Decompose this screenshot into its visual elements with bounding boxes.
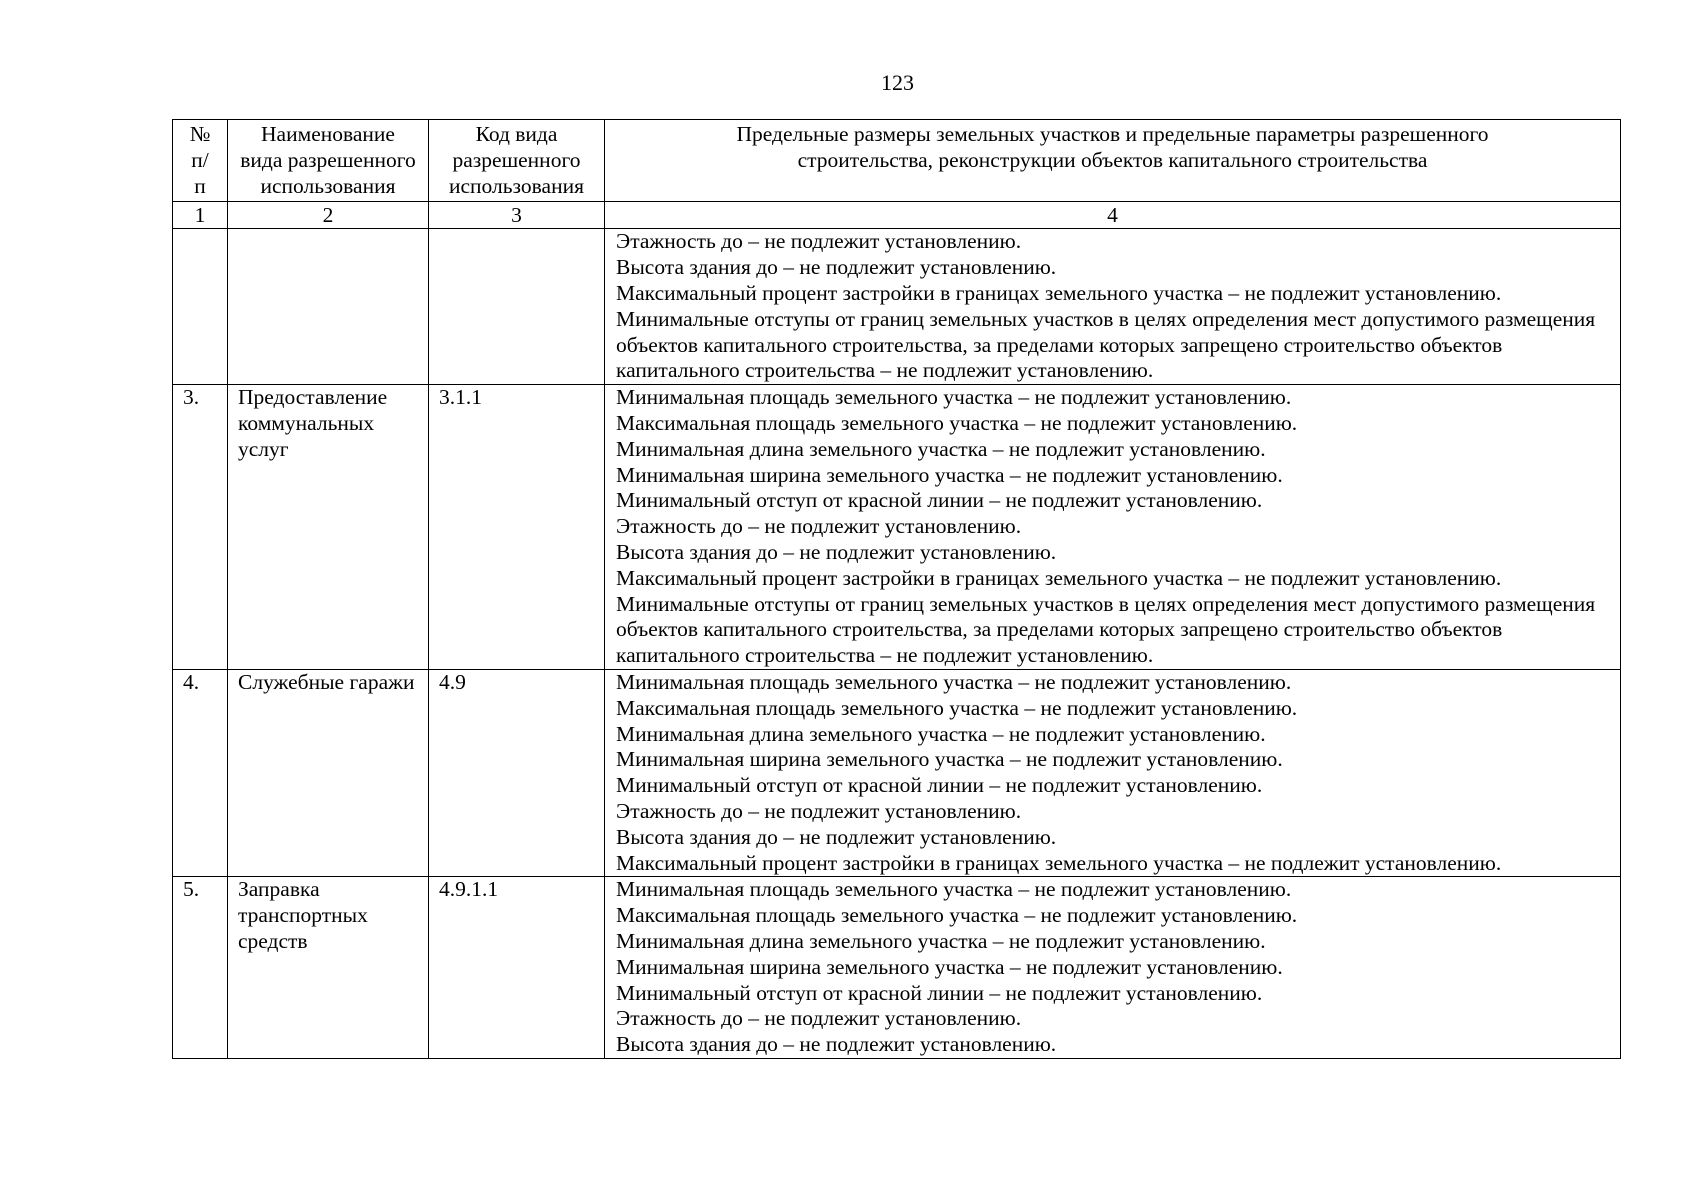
parameter-line: Минимальный отступ от красной линии – не подлежит установлению. (616, 773, 1263, 798)
parameter-line: Этажность до – не подлежит установлению. (616, 798, 1022, 823)
table-row (173, 669, 1621, 876)
row-use-name: Заправка транспортных средств (228, 877, 429, 1059)
table-row (173, 877, 1621, 1059)
row-use-name: Предоставление коммунальных услуг (228, 385, 429, 670)
parameter-line: Максимальная площадь земельного участка – не подлежит установлению. (616, 695, 1298, 720)
parameter-line: Максимальная площадь земельного участка – не подлежит установлению. (616, 903, 1298, 928)
row-number: 3. (173, 385, 228, 670)
parameter-line: Минимальные отступы от границ земельных участков в целях определения мест допустимого размещения объектов капитального строительства, за пределами которых запрещено строительство объектов капитального строительства – не подлежит установлению. (616, 306, 1596, 383)
header-parameters: Предельные размеры земельных участков и предельные параметры разрешенного строительства, реконструкции объектов капитального строительства (605, 120, 1621, 202)
row-use-name: Служебные гаражи (228, 669, 429, 876)
page-number: 123 (881, 70, 914, 95)
row-parameters (605, 229, 1621, 385)
parameter-line: Этажность до – не подлежит установлению. (616, 1006, 1022, 1031)
column-numbers-row (173, 202, 1621, 229)
column-number: 3 (429, 202, 605, 229)
parameter-line: Минимальный отступ от красной линии – не подлежит установлению. (616, 980, 1263, 1005)
header-use-name: Наименование вида разрешенного использования (228, 120, 429, 202)
row-parameters (605, 877, 1621, 1059)
parameter-line: Высота здания до – не подлежит установлению. (616, 824, 1057, 849)
parameter-line: Минимальная длина земельного участка – не подлежит установлению. (616, 928, 1266, 953)
table-row (173, 385, 1621, 670)
table-body (173, 229, 1621, 1059)
row-use-code: 3.1.1 (429, 385, 605, 670)
parameter-line: Максимальный процент застройки в границах земельного участка – не подлежит установлению. (616, 850, 1502, 875)
row-number: 5. (173, 877, 228, 1059)
parameter-line: Максимальный процент застройки в границах земельного участка – не подлежит установлению. (616, 565, 1502, 590)
parameter-line: Минимальная ширина земельного участка – не подлежит установлению. (616, 747, 1283, 772)
parameter-line: Минимальная длина земельного участка – не подлежит установлению. (616, 436, 1266, 461)
parameter-line: Минимальный отступ от красной линии – не подлежит установлению. (616, 488, 1263, 513)
parameter-line: Минимальная площадь земельного участка – не подлежит установлению. (616, 385, 1292, 410)
header-use-code: Код вида разрешенного использования (429, 120, 605, 202)
parameter-line: Этажность до – не подлежит установлению. (616, 229, 1022, 254)
row-parameters (605, 385, 1621, 670)
row-number (173, 229, 228, 385)
parameter-line: Минимальная длина земельного участка – не подлежит установлению. (616, 721, 1266, 746)
parameter-line: Минимальная ширина земельного участка – не подлежит установлению. (616, 954, 1283, 979)
parameter-line: Минимальная ширина земельного участка – не подлежит установлению. (616, 462, 1283, 487)
row-use-code: 4.9 (429, 669, 605, 876)
parameter-line: Минимальная площадь земельного участка – не подлежит установлению. (616, 877, 1292, 902)
column-number: 4 (605, 202, 1621, 229)
parameter-line: Высота здания до – не подлежит установлению. (616, 1032, 1057, 1057)
parameter-line: Высота здания до – не подлежит установлению. (616, 255, 1057, 280)
parameter-line: Минимальные отступы от границ земельных участков в целях определения мест допустимого размещения объектов капитального строительства, за пределами которых запрещено строительство объектов капитального строительства – не подлежит установлению. (616, 591, 1596, 668)
row-use-name (228, 229, 429, 385)
table-header-row (173, 120, 1621, 202)
row-number: 4. (173, 669, 228, 876)
parameter-line: Высота здания до – не подлежит установлению. (616, 539, 1057, 564)
parameter-line: Максимальный процент застройки в границах земельного участка – не подлежит установлению. (616, 280, 1502, 305)
column-number: 1 (173, 202, 228, 229)
parameter-line: Максимальная площадь земельного участка – не подлежит установлению. (616, 410, 1298, 435)
parameter-line: Этажность до – не подлежит установлению. (616, 514, 1022, 539)
parameter-line: Минимальная площадь земельного участка – не подлежит установлению. (616, 669, 1292, 694)
regulations-table (172, 119, 1621, 1059)
column-number: 2 (228, 202, 429, 229)
row-parameters (605, 669, 1621, 876)
row-use-code (429, 229, 605, 385)
row-use-code: 4.9.1.1 (429, 877, 605, 1059)
table-row (173, 229, 1621, 385)
header-number: № п/п (173, 120, 228, 202)
